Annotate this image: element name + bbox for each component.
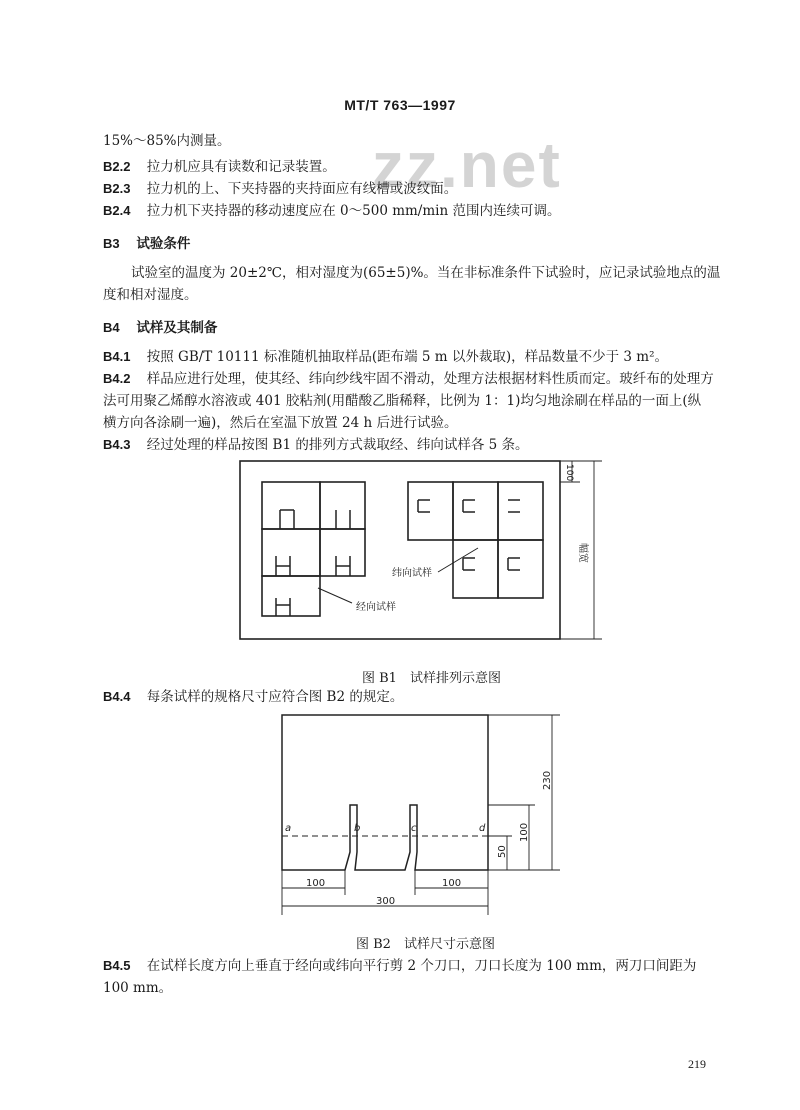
clause-b4-4 (103, 686, 403, 708)
text-line: 横方向各涂刷一遍)，然后在室温下放置 24 h 后进行试验。 (103, 415, 458, 431)
fabric-outline (240, 461, 560, 639)
warp-sample (320, 482, 365, 529)
section-number: B4 (103, 320, 120, 335)
clause-number: B4.3 (103, 437, 131, 452)
clause-text: 每条试样的规格尺寸应符合图 B2 的规定。 (146, 689, 404, 705)
weft-sample (453, 482, 498, 540)
text-line: 试验室的温度为 20±2℃，相对湿度为(65±5)%。当在非标准条件下试验时，应记录试验地点的温 (131, 265, 721, 281)
leader-line (438, 548, 478, 572)
clause-b4-2 (103, 368, 714, 390)
point-a: a (285, 823, 292, 834)
clause-text: 经过处理的样品按图 B1 的排列方式裁取经、纬向试样各 5 条。 (146, 437, 529, 453)
clause-number: B4.2 (103, 371, 131, 386)
warp-sample (320, 529, 365, 576)
clause-text: 按照 GB/T 10111 标准随机抽取样品(距布端 5 m 以外裁取)，样品数量不少于 3 m²。 (146, 349, 669, 365)
dim-50: 50 (497, 845, 508, 858)
figure-b1 (230, 455, 610, 650)
clause-text: 拉力机的上、下夹持器的夹持面应有线槽或波纹面。 (146, 181, 458, 197)
warp-sample (262, 529, 320, 576)
clause-b2-2 (103, 156, 336, 178)
dim-230: 230 (542, 770, 553, 790)
clause-number: B4.4 (103, 689, 131, 704)
weft-sample (498, 540, 543, 598)
clause-b2-4 (103, 200, 560, 222)
section-title: 试样及其制备 (136, 320, 218, 336)
section-b3-heading (103, 232, 190, 252)
text-line: 法可用聚乙烯醇水溶液或 401 胶粘剂(用醋酸乙脂稀释，比例为 1：1)均匀地涂刷在样品的一面上(纵 (103, 393, 702, 409)
point-c: c (411, 823, 417, 834)
clause-b4-5 (103, 955, 696, 977)
label-weft-sample: 纬向试样 (392, 568, 432, 579)
watermark: zz.net (372, 129, 562, 201)
clause-b2-3 (103, 178, 457, 200)
leader-line (318, 588, 352, 603)
text-line: 度和相对湿度。 (103, 287, 198, 303)
clause-number: B4.5 (103, 958, 131, 973)
label-warp-sample: 经向试样 (356, 602, 396, 613)
caption-b1: 图 B1 试样排列示意图 (362, 671, 501, 686)
clause-number: B2.3 (103, 181, 131, 196)
point-b: b (354, 823, 361, 834)
page-header: MT/T 763—1997 (344, 97, 456, 113)
section-title: 试验条件 (136, 236, 191, 252)
specimen-outline (282, 715, 488, 870)
clause-text: 样品应进行处理，使其经、纬向纱线牢固不滑动，处理方法根据材料性质而定。玻纤布的处理方 (146, 371, 714, 387)
warp-sample (262, 482, 320, 529)
point-d: d (479, 823, 486, 834)
weft-sample (453, 540, 498, 598)
caption-b2: 图 B2 试样尺寸示意图 (356, 937, 495, 952)
text-line: 15%～85%内测量。 (103, 133, 231, 149)
clause-b4-1 (103, 346, 668, 368)
clause-text: 拉力机下夹持器的移动速度应在 0～500 mm/min 范围内连续可调。 (146, 203, 561, 219)
dim-100-top: 100 (564, 464, 574, 482)
clause-number: B2.4 (103, 203, 131, 218)
clause-text: 在试样长度方向上垂直于经向或纬向平行剪 2 个刀口，刀口长度为 100 mm，两刀口间距为 (146, 958, 697, 974)
clause-text: 拉力机应具有读数和记录装置。 (146, 159, 336, 175)
dim-100-vertical: 100 (519, 822, 530, 842)
dim-100-right: 100 (442, 878, 462, 889)
warp-sample (262, 576, 320, 616)
page-number: 219 (688, 1057, 706, 1071)
dim-100-left: 100 (306, 878, 326, 889)
clause-number: B4.1 (103, 349, 131, 364)
figure-b2 (275, 708, 580, 915)
section-b4-heading (103, 316, 217, 336)
section-number: B3 (103, 236, 120, 251)
text-line: 100 mm。 (103, 980, 173, 996)
clause-number: B2.2 (103, 159, 131, 174)
label-width: 幅宽 (577, 543, 588, 563)
weft-sample (498, 482, 543, 540)
dim-300: 300 (376, 896, 396, 907)
weft-sample (408, 482, 453, 540)
clause-b4-3 (103, 434, 529, 456)
